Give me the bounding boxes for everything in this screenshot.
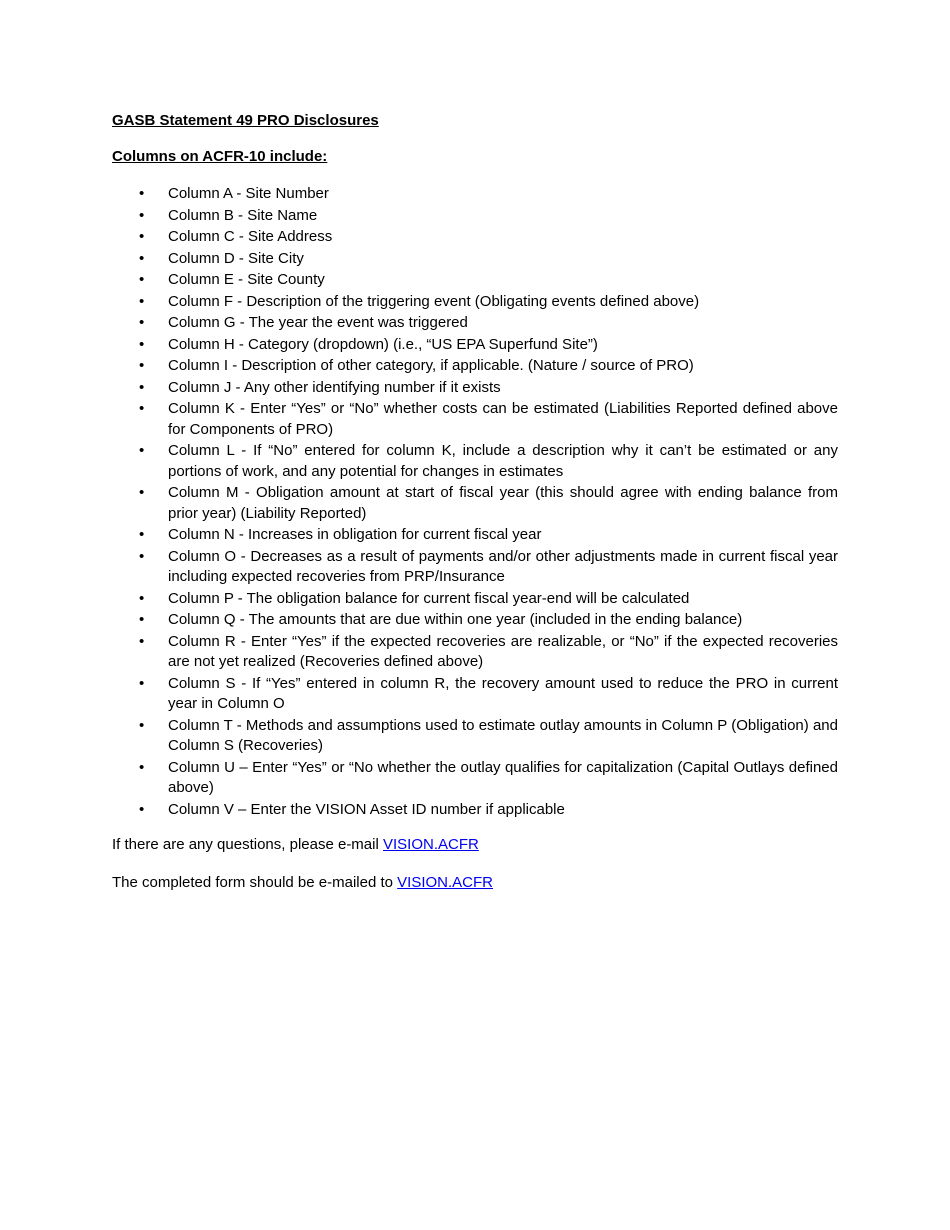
list-item xyxy=(112,335,838,356)
bullet-icon: • xyxy=(139,484,145,501)
list-item-text: Column D - Site City xyxy=(168,249,304,267)
list-item-text: Column N - Increases in obligation for current fiscal year xyxy=(168,526,542,543)
list-item-text: Column V – Enter the VISION Asset ID number if applicable xyxy=(168,800,565,818)
list-item-text: Column Q - The amounts that are due within one year (included in the ending balance) xyxy=(168,611,743,628)
list-item xyxy=(112,292,838,313)
list-item xyxy=(112,483,838,524)
list-item-text: Column U – Enter “Yes” or “No whether the outlay qualifies for capitalization (Capital Outlays defined above) xyxy=(168,758,838,796)
list-item-text: Column H - Category (dropdown) (i.e., “US EPA Superfund Site”) xyxy=(168,335,598,353)
bullet-icon: • xyxy=(139,632,145,650)
list-item-text: Column B - Site Name xyxy=(168,206,318,224)
list-item-text: Column M - Obligation amount at start of fiscal year (this should agree with ending balance from prior year) (Liability Reported) xyxy=(168,484,838,522)
list-item-text: Column S - If “Yes” entered in column R, the recovery amount used to reduce the PRO in current year in Column O xyxy=(168,674,838,712)
list-item xyxy=(112,716,838,757)
bullet-icon: • xyxy=(139,674,145,692)
list-item xyxy=(112,800,838,821)
bullet-icon: • xyxy=(139,271,145,288)
section-heading: Columns on ACFR-10 include: xyxy=(112,148,328,165)
document-page xyxy=(112,112,838,893)
bullet-icon: • xyxy=(139,758,145,776)
list-item xyxy=(112,313,838,334)
bullet-icon: • xyxy=(139,292,145,310)
completed-form-line xyxy=(112,873,838,893)
list-item-text: Column A - Site Number xyxy=(168,185,329,202)
list-item xyxy=(112,399,838,440)
bullet-icon: • xyxy=(139,228,145,245)
completed-email-link[interactable]: VISION.ACFR xyxy=(397,874,494,891)
list-item-text: Column K - Enter “Yes” or “No” whether costs can be estimated (Liabilities Reported defined above for Components of PRO) xyxy=(168,400,838,438)
bullet-icon: • xyxy=(139,357,145,374)
list-item xyxy=(112,378,838,399)
page-title: GASB Statement 49 PRO Disclosures xyxy=(112,112,379,129)
list-item-text: Column J - Any other identifying number if it exists xyxy=(168,378,501,396)
list-item-text: Column C - Site Address xyxy=(168,228,333,245)
list-item-text: Column R - Enter “Yes” if the expected recoveries are realizable, or “No” if the expected recoveries are not yet realized (Recoveries defined above) xyxy=(168,632,838,670)
questions-email-link[interactable]: VISION.ACFR xyxy=(382,836,479,853)
bullet-icon: • xyxy=(139,589,145,607)
list-item xyxy=(112,441,838,482)
columns-list xyxy=(112,184,838,820)
list-item-text: Column G - The year the event was triggered xyxy=(168,314,468,331)
list-item xyxy=(112,547,838,588)
questions-line xyxy=(112,835,838,855)
list-item xyxy=(112,249,838,270)
bullet-icon: • xyxy=(139,185,145,202)
list-item xyxy=(112,184,838,205)
questions-text: If there are any questions, please e-mail xyxy=(112,836,383,853)
list-item xyxy=(112,270,838,291)
bullet-icon: • xyxy=(139,716,145,734)
bullet-icon: • xyxy=(139,249,145,267)
list-item-text: Column P - The obligation balance for current fiscal year-end will be calculated xyxy=(168,589,690,607)
bullet-icon: • xyxy=(139,526,145,543)
bullet-icon: • xyxy=(139,611,145,628)
list-item xyxy=(112,674,838,715)
bullet-icon: • xyxy=(139,378,145,396)
list-item xyxy=(112,610,838,631)
list-item-text: Column I - Description of other category, if applicable. (Nature / source of PRO) xyxy=(168,357,694,374)
list-item-text: Column L - If “No” entered for column K, include a description why it can’t be estimated or any portions of work, and any potential for changes in estimates xyxy=(168,442,838,480)
list-item xyxy=(112,525,838,546)
list-item xyxy=(112,758,838,799)
list-item-text: Column F - Description of the triggering event (Obligating events defined above) xyxy=(168,292,700,310)
bullet-icon: • xyxy=(139,547,145,565)
completed-text: The completed form should be e-mailed to xyxy=(112,874,398,891)
list-item-text: Column T - Methods and assumptions used to estimate outlay amounts in Column P (Obligation) and Column S (Recoveries) xyxy=(168,716,838,754)
list-item xyxy=(112,589,838,610)
list-item-text: Column E - Site County xyxy=(168,271,325,288)
bullet-icon: • xyxy=(139,800,145,818)
bullet-icon: • xyxy=(139,206,145,224)
bullet-icon: • xyxy=(139,442,145,459)
bullet-icon: • xyxy=(139,335,145,353)
list-item xyxy=(112,356,838,377)
list-item-text: Column O - Decreases as a result of payments and/or other adjustments made in current fiscal year including expected recoveries from PRP/Insurance xyxy=(168,547,838,585)
bullet-icon: • xyxy=(139,314,145,331)
list-item xyxy=(112,206,838,227)
list-item xyxy=(112,632,838,673)
list-item xyxy=(112,227,838,248)
bullet-icon: • xyxy=(139,400,145,417)
